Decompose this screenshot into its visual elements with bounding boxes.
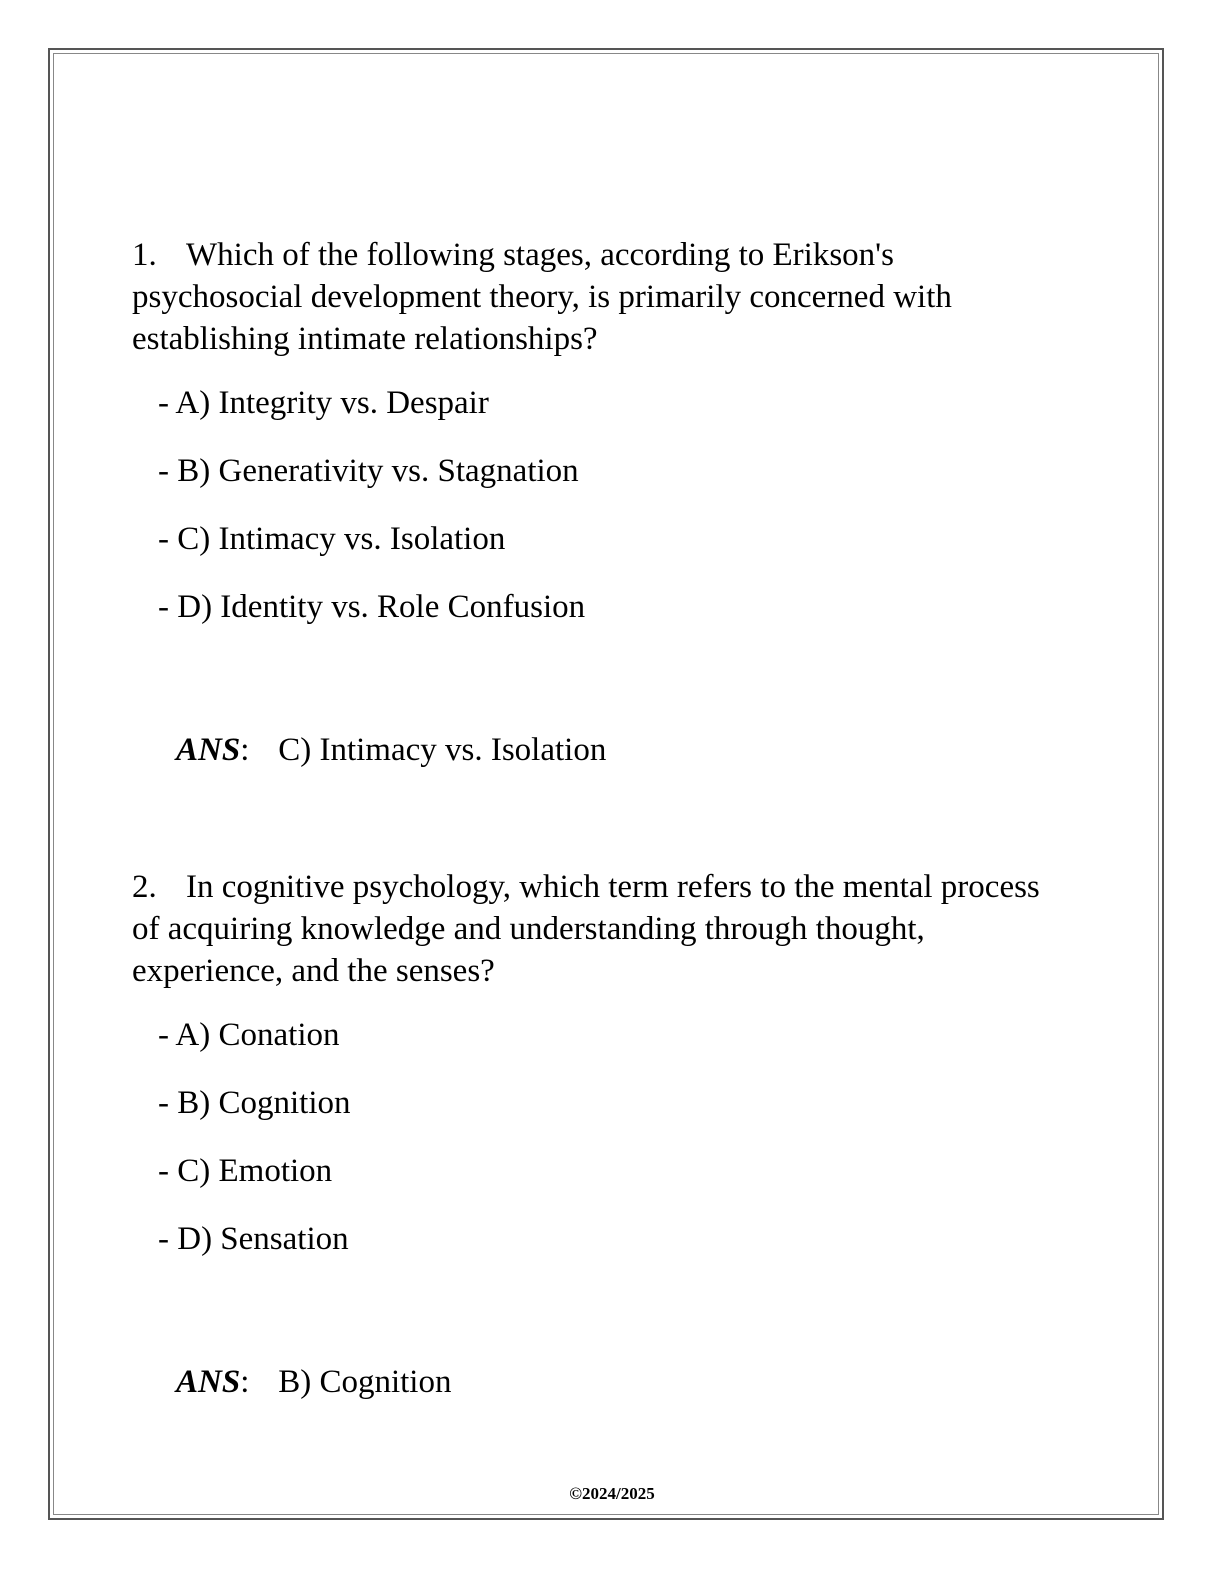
copyright-footer: ©2024/2025 bbox=[569, 1484, 655, 1503]
question-text: In cognitive psychology, which term refers to the mental process of acquiring knowledge and understanding through thought, experience, and the senses? bbox=[132, 869, 1040, 989]
answer-1 bbox=[176, 730, 606, 770]
question-text: Which of the following stages, according to Erikson's psychosocial development theory, is primarily concerned with establishing intimate relationships? bbox=[132, 237, 952, 357]
option-c: - C) Intimacy vs. Isolation bbox=[158, 521, 506, 557]
option-a: - A) Conation bbox=[158, 1017, 340, 1053]
answer-2 bbox=[176, 1362, 451, 1402]
answer-colon: : bbox=[240, 1364, 250, 1400]
option-list bbox=[132, 1016, 1052, 1258]
option-d: - D) Sensation bbox=[158, 1221, 349, 1257]
option-b: - B) Generativity vs. Stagnation bbox=[158, 453, 579, 489]
answer-text: C) Intimacy vs. Isolation bbox=[278, 732, 607, 768]
answer-colon: : bbox=[240, 732, 250, 768]
question-stem bbox=[132, 234, 1052, 360]
question-number: 1. bbox=[132, 237, 157, 273]
option-list bbox=[132, 384, 1052, 626]
question-2 bbox=[132, 866, 1052, 1288]
option-c: - C) Emotion bbox=[158, 1153, 333, 1189]
option-d: - D) Identity vs. Role Confusion bbox=[158, 589, 586, 625]
question-stem bbox=[132, 866, 1052, 992]
option-b: - B) Cognition bbox=[158, 1085, 351, 1121]
answer-label: ANS bbox=[176, 732, 241, 768]
question-number: 2. bbox=[132, 869, 157, 905]
answer-label: ANS bbox=[176, 1364, 241, 1400]
answer-text: B) Cognition bbox=[278, 1364, 452, 1400]
question-1 bbox=[132, 234, 1052, 656]
option-a: - A) Integrity vs. Despair bbox=[158, 385, 489, 421]
